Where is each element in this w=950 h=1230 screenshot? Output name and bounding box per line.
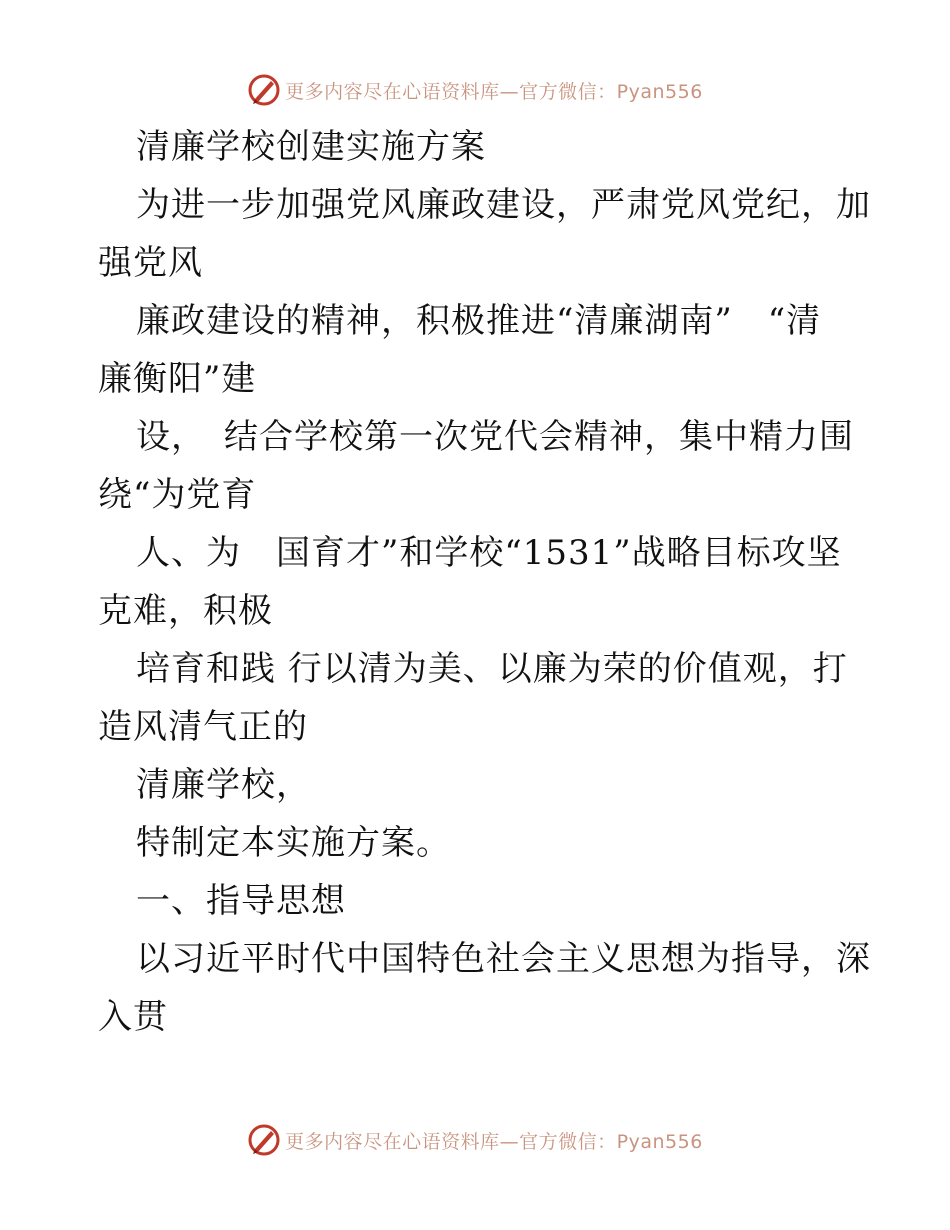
text-line: 为进一步加强党风廉政建设，严肃党风党纪，加 xyxy=(136,185,871,225)
watermark-text: 更多内容尽在心语资料库—官方微信：Pyan556 xyxy=(285,80,703,103)
text-line: 清廉学校创建实施方案 xyxy=(136,127,486,167)
text-line: 绕“为党育 xyxy=(98,475,257,515)
text-line: 培育和践 行以清为美、以廉为荣的价值观，打 xyxy=(136,649,848,689)
text-line: 强党风 xyxy=(98,243,203,283)
text-line: 一、指导思想 xyxy=(136,881,346,921)
pen-logo-icon xyxy=(247,1123,281,1157)
text-line: 廉衡阳”建 xyxy=(98,359,257,399)
text-line: 廉政建设的精神，积极推进“清廉湖南” “清 xyxy=(136,301,822,341)
document-body xyxy=(98,118,871,1046)
watermark-footer xyxy=(0,1122,950,1158)
text-line: 克难，积极 xyxy=(98,591,273,631)
watermark-header xyxy=(0,72,950,108)
text-line: 特制定本实施方案。 xyxy=(136,823,451,863)
watermark-text: 更多内容尽在心语资料库—官方微信：Pyan556 xyxy=(285,1130,703,1153)
text-line: 设， 结合学校第一次党代会精神，集中精力围 xyxy=(136,417,854,457)
text-line: 入贯 xyxy=(98,997,168,1037)
text-line: 人、为 国育才”和学校“1531”战略目标攻坚 xyxy=(136,533,842,573)
text-line: 以习近平时代中国特色社会主义思想为指导，深 xyxy=(136,939,871,979)
pen-logo-icon xyxy=(247,73,281,107)
text-line: 造风清气正的 xyxy=(98,707,308,747)
text-line: 清廉学校， xyxy=(136,765,311,805)
